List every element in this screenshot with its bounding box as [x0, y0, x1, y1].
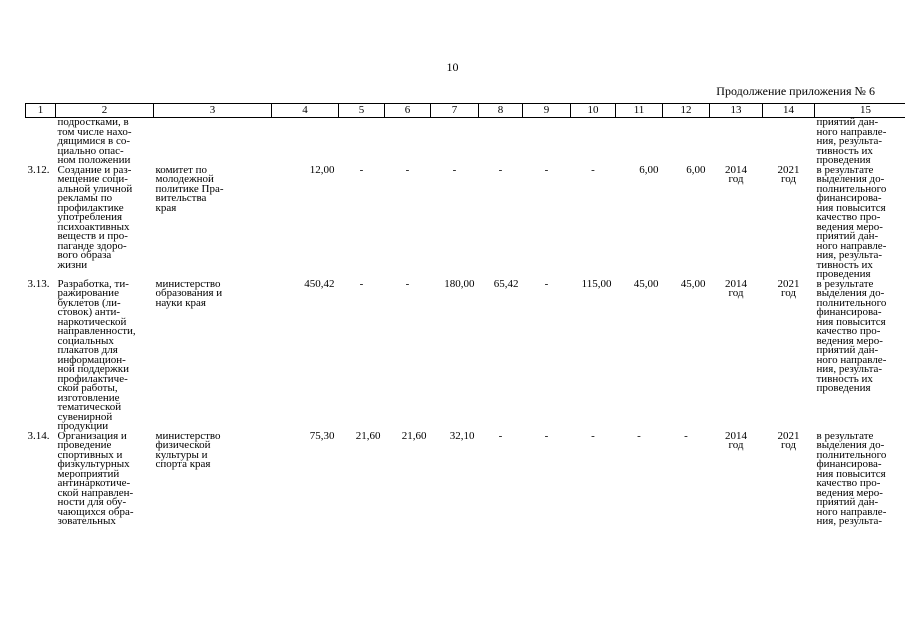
amount-2019: -	[591, 429, 595, 442]
column-header-15: 15	[815, 104, 905, 118]
amount-2020: 45,00	[633, 277, 659, 290]
amount-2014: 21,60	[355, 429, 381, 442]
column-number-row	[26, 104, 905, 118]
column-header-8: 8	[479, 104, 523, 118]
column-header-4: 4	[272, 104, 339, 118]
expected-result: в результате выделения до- полнительного финансирова- ния повысится качество про- ведения меро- приятий дан- ного направле- ния, результа- тивность их проведения	[816, 277, 887, 394]
end-year: 2021 год	[777, 163, 800, 185]
column-header-13: 13	[710, 104, 763, 118]
carryover-result: приятий дан- ного направле- ния, результа- тивность их проведения	[816, 116, 887, 166]
amount-2018: -	[544, 277, 549, 290]
amount-2017: -	[498, 163, 503, 176]
amount-2017: -	[498, 429, 503, 442]
row-number: 3.13.	[27, 277, 50, 290]
column-header-3: 3	[154, 104, 272, 118]
column-header-2: 2	[56, 104, 154, 118]
total-amount: 75,30	[309, 429, 335, 442]
amount-2014: -	[359, 163, 364, 176]
amount-2016: 32,10	[449, 429, 475, 442]
row-number: 3.14.	[27, 429, 50, 442]
carryover-num	[26, 118, 56, 166]
amount-2017: 65,42	[493, 277, 519, 290]
column-header-14: 14	[763, 104, 815, 118]
column-header-9: 9	[523, 104, 571, 118]
amount-2019: -	[591, 163, 595, 176]
table-row	[26, 432, 905, 527]
executor: министерство образования и науки края	[155, 277, 223, 309]
appendix-continuation-label: Продолжение приложения № 6	[716, 84, 875, 98]
amount-2020: -	[637, 429, 641, 442]
carryover-row	[26, 118, 905, 166]
start-year: 2014 год	[725, 429, 747, 451]
program-activities-table	[25, 103, 905, 527]
expected-result: в результате выделения до- полнительного финансирова- ния повысится качество про- ведения меро- приятий дан- ного направле- ния, результа- тивность их проведения	[816, 163, 887, 280]
amount-2015: 21,60	[401, 429, 427, 442]
executor: министерство физической культуры и спорта края	[155, 429, 221, 470]
column-header-1: 1	[26, 104, 56, 118]
column-header-10: 10	[571, 104, 616, 118]
row-number: 3.12.	[27, 163, 50, 176]
column-header-12: 12	[663, 104, 710, 118]
activity-name: Создание и раз- мещение соци- альной уличной рекламы по профилактике употребления психоактивных веществ и про- паганде здоро- вого образа жизни	[57, 163, 133, 271]
total-amount: 12,00	[309, 163, 335, 176]
activity-name: Организация и проведение спортивных и физкультурных мероприятий антинаркотиче- ской направлен- ности для обу- чающихся обра- зовательных	[57, 429, 134, 527]
column-header-6: 6	[385, 104, 431, 118]
start-year: 2014 год	[725, 277, 747, 299]
activity-name: Разработка, ти- ражирование буклетов (ли- стовок) анти- наркотической направленности, социальных плакатов для информацион- ной поддержки профилактиче- ской работы, изготовление тематической сувенирной продукции	[57, 277, 136, 432]
amount-2018: -	[544, 429, 549, 442]
amount-2021: 6,00	[686, 163, 706, 176]
amount-2021: -	[684, 429, 688, 442]
column-header-11: 11	[616, 104, 663, 118]
end-year: 2021 год	[777, 429, 800, 451]
column-header-5: 5	[339, 104, 385, 118]
amount-2016: 180,00	[444, 277, 475, 290]
carryover-name: подростками, в том числе нахо- дящимися в со- циально опас- ном положении	[57, 116, 132, 166]
amount-2020: 6,00	[639, 163, 659, 176]
amount-2019: 115,00	[581, 277, 612, 290]
amount-2021: 45,00	[680, 277, 706, 290]
amount-2016: -	[452, 163, 457, 176]
amount-2018: -	[544, 163, 549, 176]
total-amount: 450,42	[304, 277, 335, 290]
amount-2014: -	[359, 277, 364, 290]
start-year: 2014 год	[725, 163, 747, 185]
table-row	[26, 166, 905, 280]
page-number: 10	[446, 60, 459, 74]
executor: комитет по молодежной политике Пра- вительства края	[155, 163, 224, 214]
end-year: 2021 год	[777, 277, 800, 299]
expected-result: в результате выделения до- полнительного финансирова- ния повысится качество про- ведения меро- приятий дан- ного направле- ния, результа-	[816, 429, 887, 527]
column-header-7: 7	[431, 104, 479, 118]
amount-2015: -	[405, 277, 410, 290]
amount-2015: -	[405, 163, 410, 176]
table-row	[26, 280, 905, 432]
